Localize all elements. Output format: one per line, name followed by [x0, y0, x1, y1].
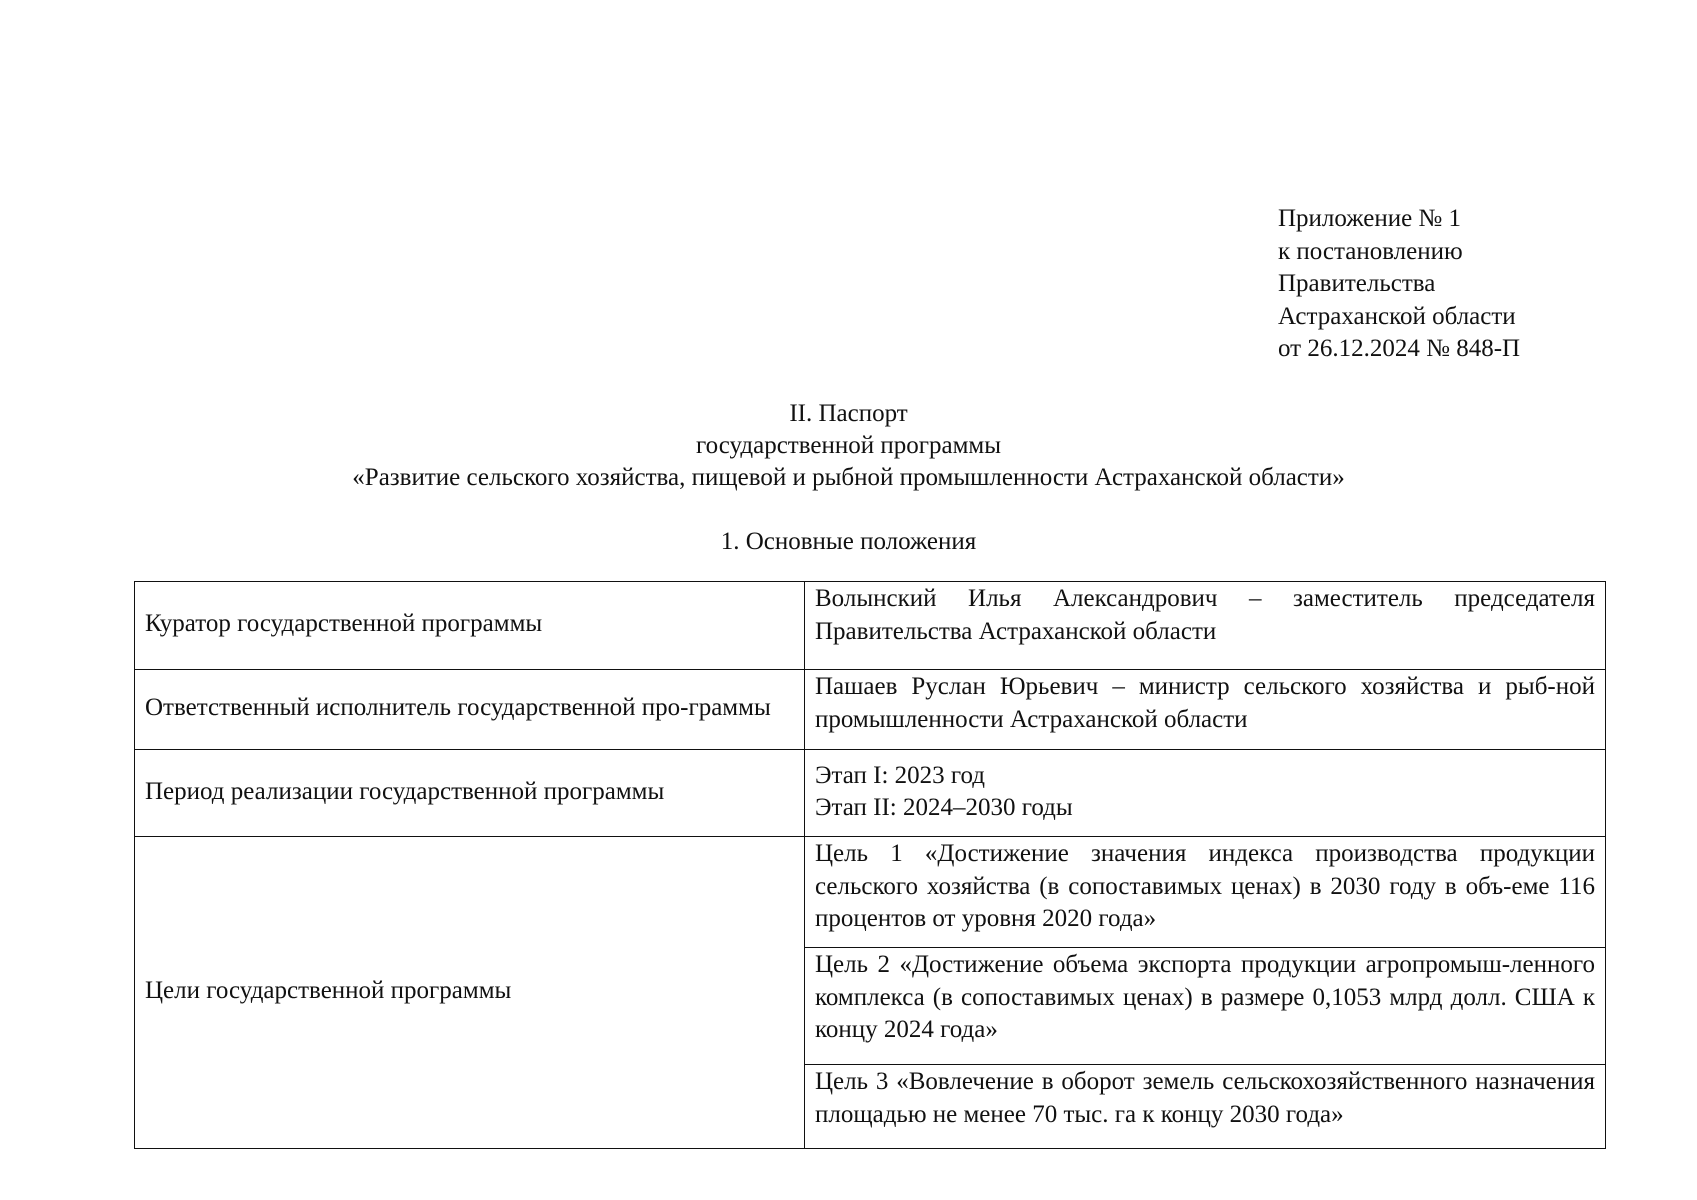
- passport-heading: [0, 398, 1697, 494]
- row-label: Куратор государственной программы: [135, 582, 805, 670]
- row-label: Цели государственной программы: [135, 837, 805, 1149]
- heading-line-2: государственной программы: [695, 432, 1002, 459]
- appendix-line: Астраханской области: [1278, 302, 1516, 330]
- appendix-block: [1278, 203, 1520, 366]
- goal-cell: Цель 1 «Достижение значения индекса производства продукции сельского хозяйства (в сопоставимых ценах) в 2030 году в объ-еме 116 процентов от уровня 2020 года»: [805, 837, 1606, 948]
- goal-cell: Цель 2 «Достижение объема экспорта продукции агропромыш-ленного комплекса (в сопоставимых ценах) в размере 0,1053 млрд долл. США к концу 2024 года»: [805, 948, 1606, 1065]
- stage-line: Этап I: 2023 год: [815, 761, 986, 789]
- heading-line-3: «Развитие сельского хозяйства, пищевой и рыбной промышленности Астраханской области»: [352, 464, 1345, 491]
- goal-cell: Цель 3 «Вовлечение в оборот земель сельскохозяйственного назначения площадью не менее 70 тыс. га к концу 2030 года»: [805, 1065, 1606, 1149]
- table-row: [135, 837, 1606, 948]
- row-value: [805, 750, 1606, 837]
- row-label: Период реализации государственной программы: [135, 750, 805, 837]
- appendix-line: от 26.12.2024 № 848-П: [1278, 335, 1521, 362]
- stage-line: Этап II: 2024–2030 годы: [815, 794, 1073, 821]
- table-row: [135, 670, 1606, 750]
- section-title: 1. Основные положения: [720, 528, 977, 555]
- appendix-line: Приложение № 1: [1278, 205, 1462, 232]
- passport-table: [134, 581, 1606, 1149]
- table-row: [135, 750, 1606, 837]
- heading-line-1: II. Паспорт: [789, 400, 908, 427]
- row-value: Волынский Илья Александрович – заместитель председателя Правительства Астраханской области: [805, 582, 1606, 670]
- appendix-line: к постановлению: [1278, 237, 1463, 265]
- row-value: Пашаев Руслан Юрьевич – министр сельского хозяйства и рыб-ной промышленности Астраханской области: [805, 670, 1606, 750]
- row-label: Ответственный исполнитель государственной про-граммы: [135, 670, 805, 750]
- table-row: [135, 582, 1606, 670]
- appendix-line: Правительства: [1278, 270, 1436, 297]
